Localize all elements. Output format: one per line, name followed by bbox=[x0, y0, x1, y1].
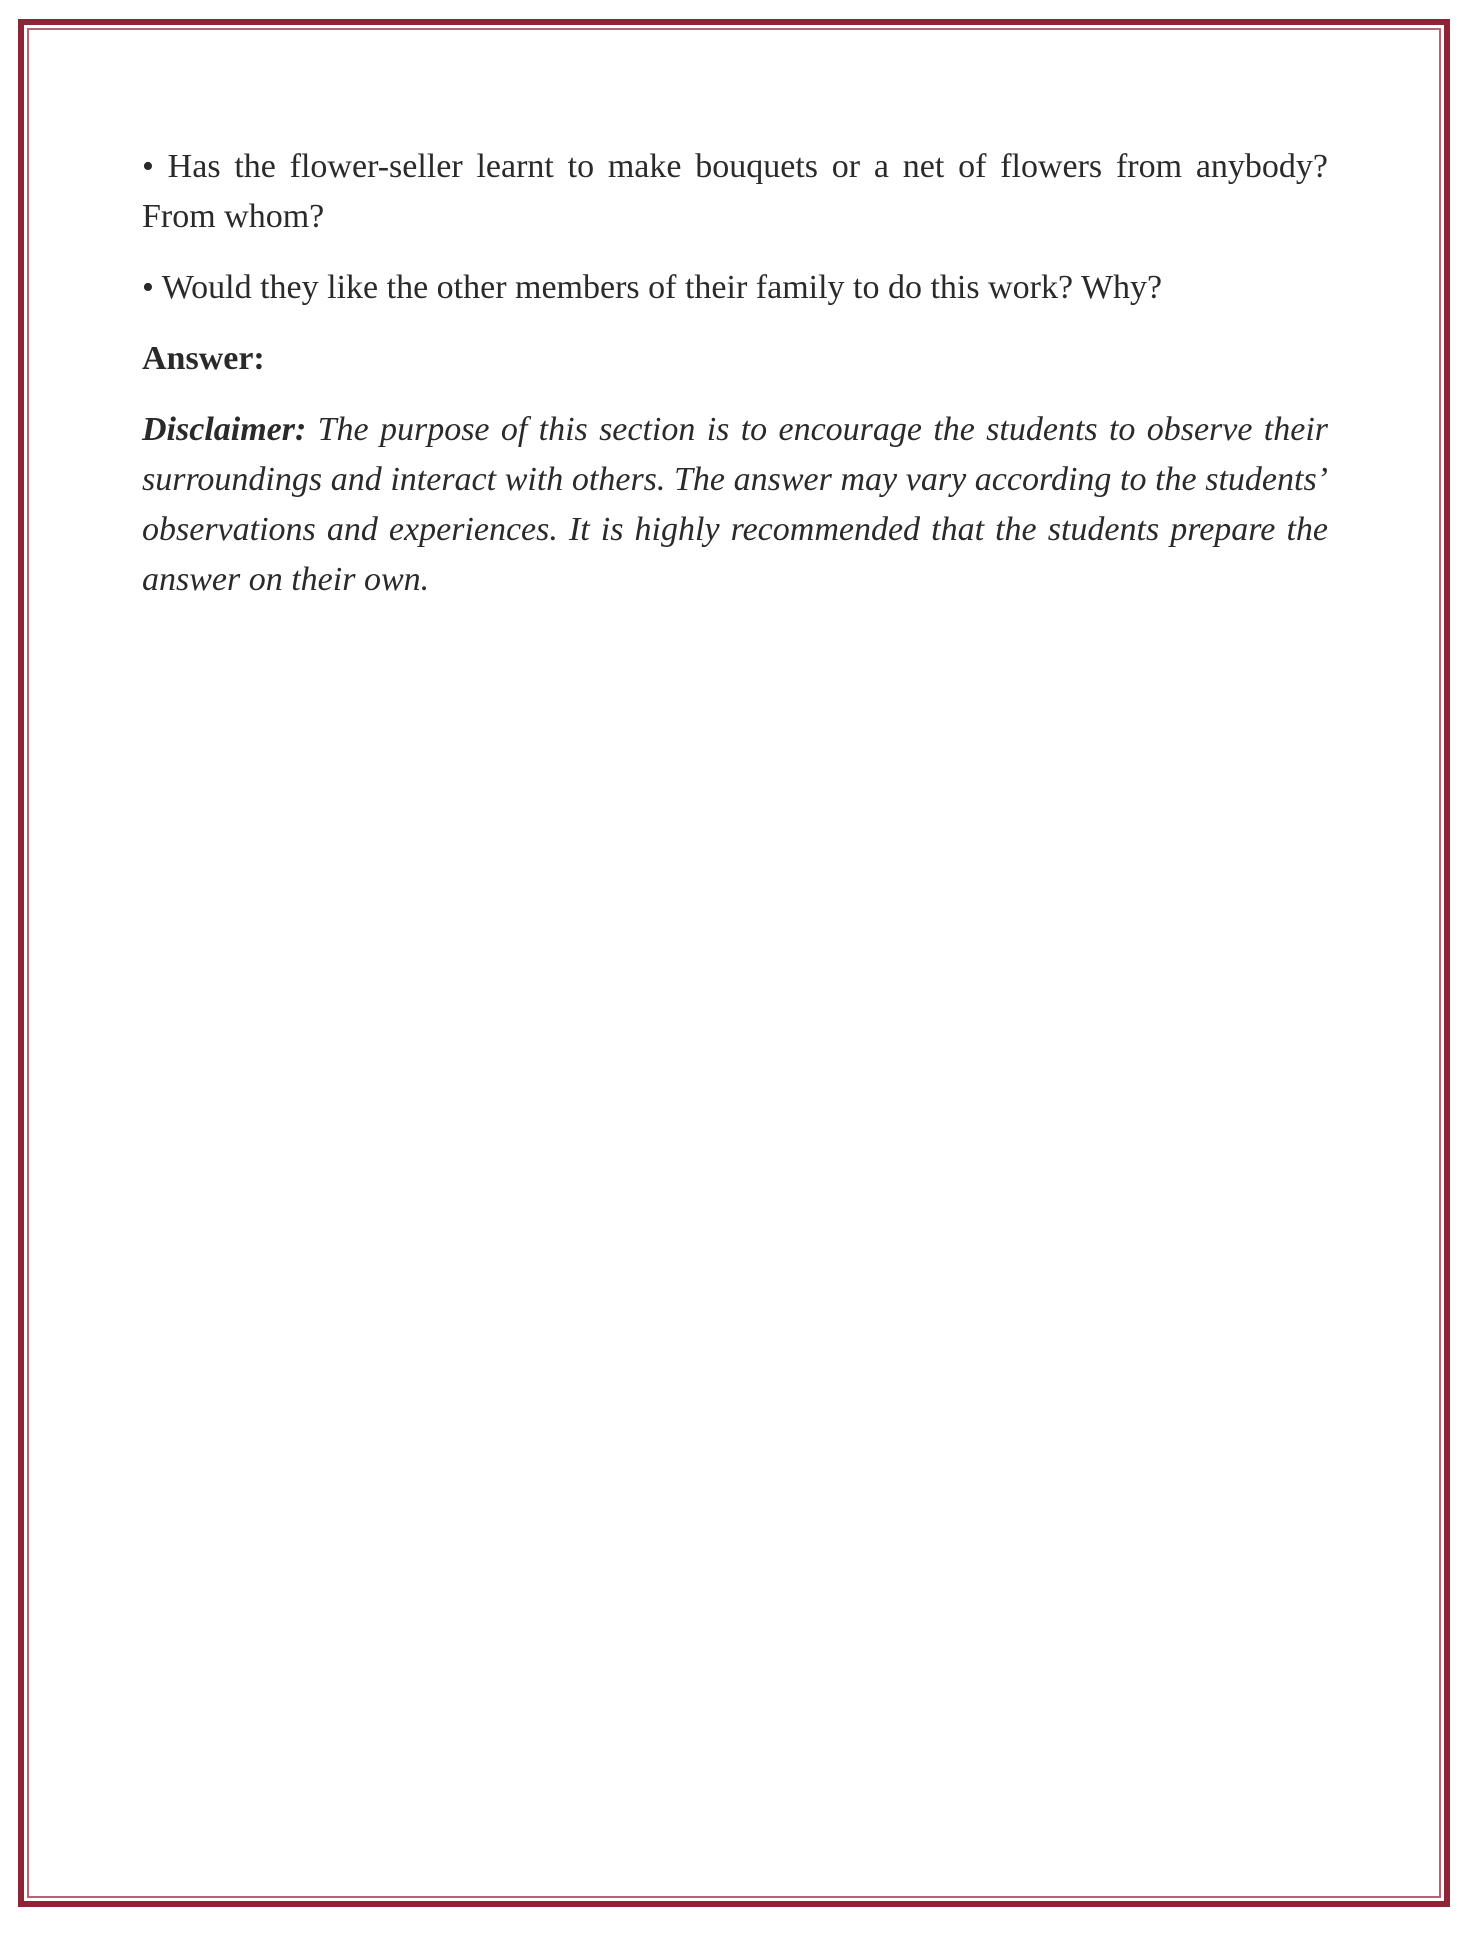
disclaimer-label: Disclaimer: bbox=[142, 411, 307, 448]
page-content bbox=[142, 142, 1328, 605]
disclaimer-paragraph bbox=[142, 405, 1328, 605]
question-1: • Has the flower-seller learnt to make bouquets or a net of flowers from anybody? From whom? bbox=[142, 148, 1328, 235]
question-2: • Would they like the other members of their family to do this work? Why? bbox=[142, 269, 1163, 306]
answer-heading: Answer: bbox=[142, 340, 265, 377]
disclaimer-text: The purpose of this section is to encourage the students to observe their surroundings and interact with others. The answer may vary according to the students’ observations and experiences. It is highly recommended that the students prepare the answer on their own. bbox=[142, 411, 1329, 598]
